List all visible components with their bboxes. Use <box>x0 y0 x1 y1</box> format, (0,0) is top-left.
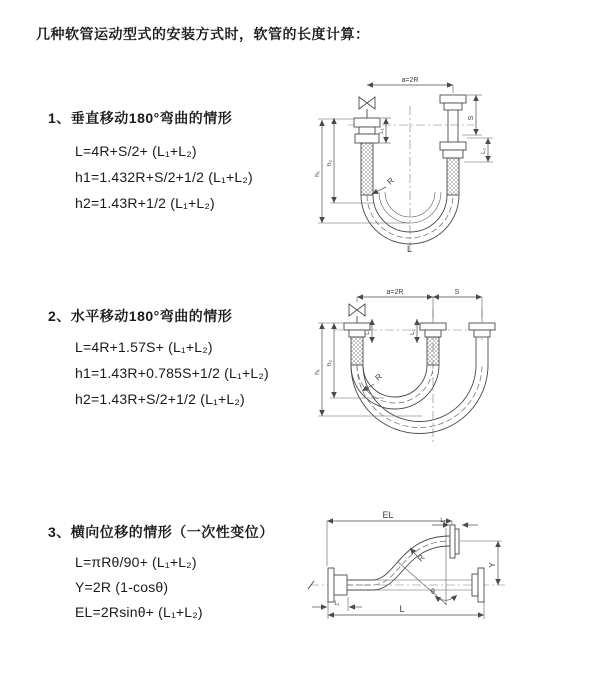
right-fitting-displaced <box>469 323 495 365</box>
formula-line: L=4R+1.57S+ (L₁+L₂) <box>75 339 213 355</box>
section-3-heading: 3、横向位移的情形（一次性变位） <box>48 524 274 540</box>
formula-line: h1=1.43R+0.785S+1/2 (L₁+L₂) <box>75 365 269 381</box>
section-2-heading: 2、水平移动180°弯曲的情形 <box>48 308 233 324</box>
l2-dim-label: L₂ <box>410 329 416 335</box>
theta-angle-label: θ <box>431 589 435 596</box>
width-dim-label: a=2R <box>386 289 404 296</box>
middle-fitting <box>420 323 446 365</box>
l1-dim-label: L₁ <box>379 128 385 134</box>
length-dim-label: L <box>407 244 413 254</box>
valve-icon <box>359 97 375 118</box>
right-fitting <box>440 95 466 195</box>
formula-line: h2=1.43R+S/2+1/2 (L₁+L₂) <box>75 391 245 407</box>
formula-line: EL=2Rsinθ+ (L₁+L₂) <box>75 604 203 620</box>
hose-braid <box>351 337 363 365</box>
left-fitting <box>354 118 380 195</box>
y-dim-label: Y <box>488 562 497 568</box>
diagram-horizontal-180-bend <box>312 283 600 453</box>
formula-line: L=4R+S/2+ (L₁+L₂) <box>75 143 197 159</box>
section-vertical-movement <box>48 108 253 216</box>
hose-braid <box>361 143 373 195</box>
dimension-lines <box>312 510 502 619</box>
formula-line: L=πRθ/90+ (L₁+L₂) <box>75 554 197 570</box>
left-flange <box>328 568 347 602</box>
page-title: 几种软管运动型式的安装方式时，软管的长度计算： <box>36 26 370 42</box>
section-2-formulas <box>48 334 269 412</box>
l1-dim-label: L₁ <box>365 329 371 335</box>
diagram-vertical-180-bend <box>312 70 600 265</box>
dimension-lines <box>314 77 493 254</box>
h1-dim-label: h₁ <box>314 369 321 375</box>
left-fitting <box>344 323 370 365</box>
stroke-dim-label: S <box>454 289 460 296</box>
length-dim-label: L <box>399 604 405 614</box>
l2-dim-label: L₂ <box>481 148 487 154</box>
width-dim-label: a=2R <box>401 77 419 84</box>
section-horizontal-movement <box>48 306 269 412</box>
hose-u-bends <box>351 365 488 434</box>
l1-top-dim-label: L₁ <box>440 518 446 524</box>
formula-line: h2=1.43R+1/2 (L₁+L₂) <box>75 195 215 211</box>
h2-dim-label: h₂ <box>326 159 333 167</box>
hose-braid <box>447 158 459 195</box>
stroke-dim-label: S <box>468 115 475 121</box>
radius-label: R <box>416 552 427 564</box>
diagram-lateral-displacement <box>300 498 600 653</box>
h1-dim-label: h₁ <box>314 171 321 177</box>
formula-line: Y=2R (1-cosθ) <box>75 579 169 595</box>
section-1-formulas <box>48 138 253 216</box>
radius-label: R <box>385 175 396 187</box>
section-lateral-displacement <box>48 522 274 625</box>
radius-callout <box>372 176 396 194</box>
section-1-heading: 1、垂直移动180°弯曲的情形 <box>48 110 233 126</box>
upper-flange-displaced <box>450 525 459 558</box>
hose-s-curve <box>347 536 450 590</box>
valve-icon <box>349 304 365 323</box>
formula-line: h1=1.432R+S/2+1/2 (L₁+L₂) <box>75 169 253 185</box>
h2-dim-label: h₂ <box>326 359 333 367</box>
section-3-formulas <box>48 550 274 625</box>
radius-label: R <box>373 371 384 383</box>
hose-braid <box>427 337 439 365</box>
el-dim-label: EL <box>382 510 394 520</box>
l1-bottom-dim-label: L₁ <box>334 601 340 607</box>
right-flange-original-position <box>472 568 484 602</box>
